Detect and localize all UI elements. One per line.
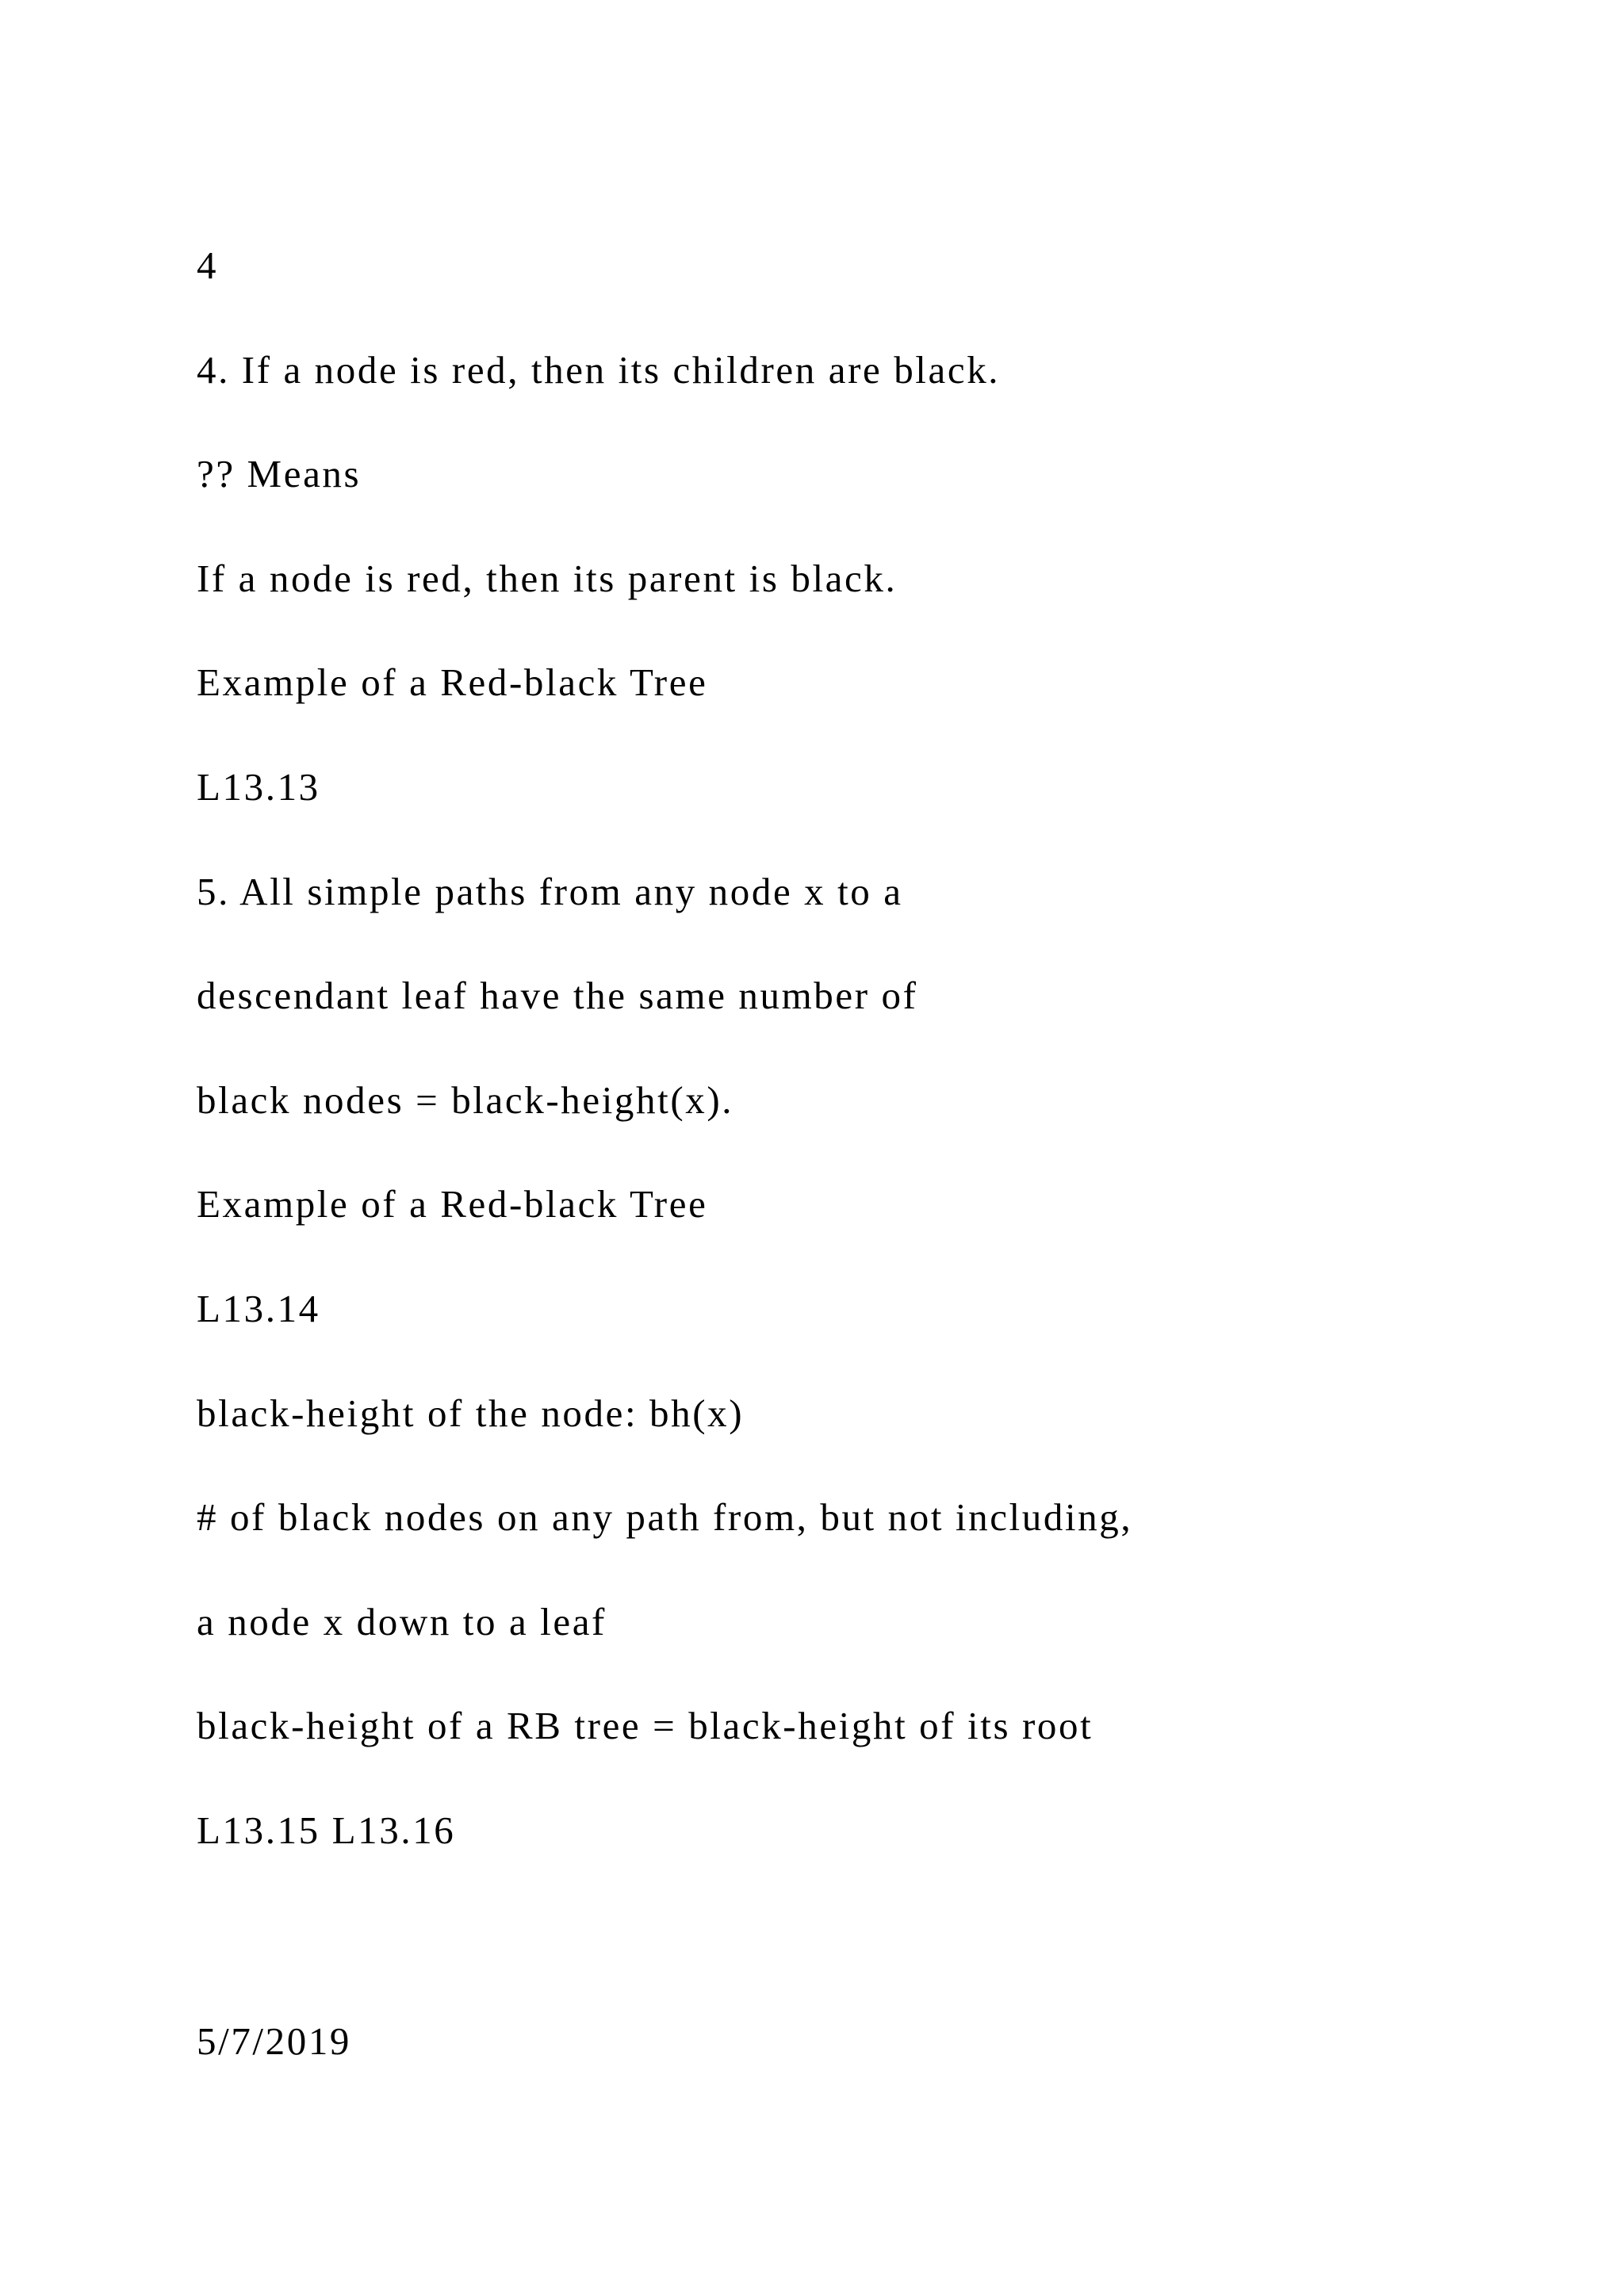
rule-5-line-2: descendant leaf have the same number of <box>197 974 918 1018</box>
page-number: 4 <box>197 243 219 287</box>
rule-4-text: 4. If a node is red, then its children are black. <box>197 347 1001 392</box>
tree-black-height-definition: black-height of a RB tree = black-height of its root <box>197 1704 1094 1748</box>
rule-5-line-3: black nodes = black-height(x). <box>197 1077 734 1122</box>
slide-refs-l13-15-l13-16: L13.15 L13.16 <box>197 1808 456 1852</box>
example-heading-2: Example of a Red-black Tree <box>197 1182 708 1226</box>
rule-4-restatement: If a node is red, then its parent is black. <box>197 556 898 600</box>
document-body <box>197 242 1545 1911</box>
rule-5-line-1: 5. All simple paths from any node x to a <box>197 869 903 913</box>
black-height-definition-line-1: # of black nodes on any path from, but not including, <box>197 1495 1133 1540</box>
footer-date: 5/7/2019 <box>197 2019 352 2063</box>
means-label: ?? Means <box>197 452 362 496</box>
black-height-definition-title: black-height of the node: bh(x) <box>197 1391 745 1435</box>
black-height-definition-line-2: a node x down to a leaf <box>197 1599 607 1644</box>
example-heading-1: Example of a Red-black Tree <box>197 660 708 705</box>
slide-ref-l13-14: L13.14 <box>197 1286 320 1330</box>
slide-ref-l13-13: L13.13 <box>197 764 320 809</box>
